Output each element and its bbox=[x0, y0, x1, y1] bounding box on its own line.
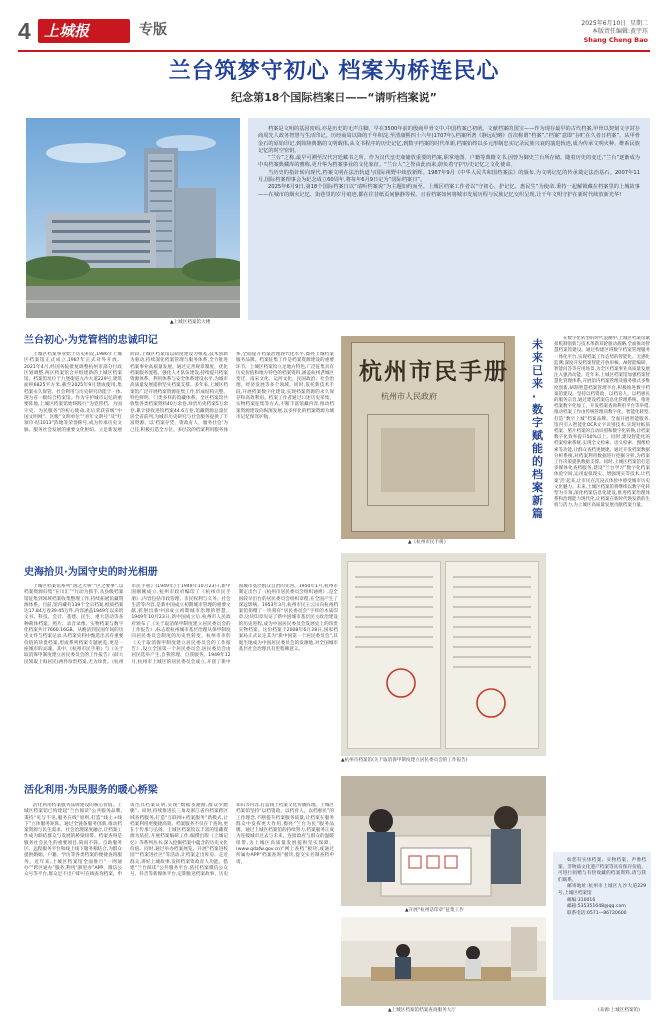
section-4-text: 在数字化转型的时代浪潮中,上城区档案馆紧扣机制创新与技术革新双轮驱动战略,全面推动智慧档案馆建设。通过构建区域数字档案管理服务一体化平台,实现档案工作态势的智能化、无感化监测;深度开发档案智能开放审核、AI智能编研、智能问答等应用场景,为全区档案事业高质量发展注入强劲动能。近年来,上城区档案馆加强档案智慧化管理体系,开展馆内档案管理及服务模式多维度创新,研制智慧档案管理平台,积极推进数字档案馆建设。坚持以档资政、以档育人、以档惠民的服务宗旨,通过建设档案信息化管理系统、推进档案数字化加工、开发档案查询利用平台等举措,推动档案工作由传统管理向数字化、智能化转型,打造“数字上城”档案品牌。全面开展智能服务,馆内引入智能化OCR文字识别技术,实现对纸质档案、照片档案的自动识别和数字化转换,让档案数字化效率提升50%以上。同时,建设智能化的档案检索系统,实现全文检索、语义检索、图像检索等功能,让群众查档更便捷。通过开发档案数据分析系统,对档案利用数据进行挖掘分析,为档案工作决策提供数据支撑。同时,上城区档案馆打造多媒体化查档服务,建设“兰台学习”数字化档案体验空间,运用虚拟现实、增强现实等技术,让档案‘活’起来,让市民在沉浸式体验中感受城市历史文化魅力。未来,上城区档案馆将继续以数字化转型为引领,深化档案信息化建设,推进档案治理体系和治理能力现代化,让档案在新时代焕发新的生机与活力,为上城区高质量发展贡献档案力量。 bbox=[554, 336, 650, 509]
section-2-body bbox=[24, 584, 338, 776]
headline: 兰台筑梦守初心 档案为桥连民心 bbox=[168, 59, 500, 84]
issue-info bbox=[581, 20, 648, 44]
section-title-1: 兰台初心·为党管档的忠诚印记 bbox=[24, 335, 158, 346]
archive-building-photo bbox=[26, 118, 240, 318]
paper-pinyin: Shang Cheng Bao bbox=[583, 36, 648, 44]
service-hall-image bbox=[341, 917, 546, 1006]
caption-service: ▲上城区档案馆档案查询服务大厅 bbox=[388, 1008, 456, 1013]
book-subtitle: 杭州市人民政府 bbox=[381, 392, 437, 401]
service-hall-photo bbox=[341, 917, 546, 1006]
seal-collection-photo bbox=[341, 776, 546, 906]
intro-paragraph: 2025年6月9日,第18个国际档案日以“请听档案说”为主题如约而至。上城区档案工作者以“守初心、护记忆、惠民生”为使命,秉持一起解锁藏在档案里的上城故事——在城市的烟火记忆、街巷里的岁月痕迹,都在往昔纸页间静静等候。且看档案如何将城市发展历程与民族记忆交织呈现,让千年文明守护在新时代续放新光华! bbox=[258, 184, 640, 198]
page-number: 4 bbox=[18, 18, 31, 44]
caption-building: ▲上城区档案馆大楼 bbox=[170, 320, 211, 325]
building-image bbox=[26, 118, 240, 318]
section-1-body bbox=[24, 352, 334, 544]
intro-paragraph: 档案是文明的基因密码,亦是历史的无声注脚。早在3500年前的殷商甲骨文中,中国档案已初萌。文献档案的国宝——作为现存最早的古代档案,甲骨以契刻文字封存商周先人政务智慧与生活印记。历经商周以降的千年积淀,至清康熙四十六年(1707年),档案所著《静远纪略》首次称谓“档案”,“档案”意即“存贮在久者日档案”。从甲骨金石的原始印记,到简牍典籍的文明载体,从文书程序的历史记忆,到数字档案的时代革新,档案始终以多元形制忠实记录民族兴衰的演进轨迹,成为传承文明火种、维系民族记忆的时空密钥。 bbox=[258, 126, 640, 154]
section-2-text: 上城区档案馆系列“国之大事”“区之要事”,以档案资源归集“在川汇”“行动为抓手,从县级档案馆征集到领域档案收集整理工作,持续拓展馆藏资源体系。目前,馆内藏有139个全宗档案,纸质档案达17.84万卷39.45万件,内容涵盖1949年以来的文书、科技、会计、基建、民生、重大活动等多种载体档案。照片、录音录像、实物档案与数字化档案共计7660.16GB。从晚清到民国年间的历史文件与档案记录,从档案史料中甄选出具有重要价值的珍贵档案,形成系列档案专题展览,更是一座城市的灵魂。其中,《杭州市民手册》与《关于取消保甲制度建立居民委员会的工作报告》(薛大民领取上海居民)两件珍贵档案,尤为珍贵。《杭州市民手册》(1949年)于1949年10月23日,新中国刚刚成立,杭州市政府编印了《杭州市民手册》,内容包括市政管理、市民权利与义务、社会生活等内容,是新中国成立初期城市管理的重要文献,折射出新中国成立初期城市治理的智慧。1949年10月23日,新中国成立后,杭州市人民政府颁布了《关于取消保甲制度建立居民委员会的工作报告》,标志着杭州城市基层治理从保甲制度向居民委员会制度的历史性转变。杭州市市的《关于取消保甲制度建立居民委员会的工作报告》,设立全国第一个居民委员会,居民委员会由居民选举产生,自我管理、自我服务。1949年12月,杭州市上城区的居民委员会成立,开创了新中国城市基层群众自治的先河。1950年1月,杭州市制定出台了《杭州市居民委员会组织通则》,是全国较早出台的居民委员会组织章程,在全国产生了深远影响。1953年3月,杭州市民王云川向杭州档案馆捐赠了一块刻有“居民委员会”字样的木质印章,这块印章见证了新中国城市基层民主政治建设的历史进程,成为中国居民委员会发展史上的珍贵实物档案。这份档案于2008年6月28日,国家档案局正式认定其为“新中国第一个居民委员会”,其诞生地成为中国居民委员会的发源地,对全国城市基层社会治理具有里程碑意义。 bbox=[24, 584, 338, 665]
document-lines bbox=[341, 553, 546, 756]
section-label: 专版 bbox=[139, 22, 167, 38]
editor-name: 黄宇珏 bbox=[629, 28, 648, 35]
section-title-3: 活化利用·为民服务的暖心桥梁 bbox=[24, 785, 158, 796]
intro-paragraph: 当历史的指针转向现代,档案文明在法治轨道与国际视野中续放新辉。1987年9月《中华人民共和国档案法》的颁布,为文明记忆的传承奠定法治基石。2007年11月,国际档案理事会为纪念成立60周年,将每年6月9日定为“国际档案日”。 bbox=[258, 169, 640, 184]
citizen-handbook-photo bbox=[341, 336, 515, 539]
masthead bbox=[18, 14, 650, 50]
paper-logo bbox=[38, 19, 130, 43]
section-title-2: 史海拾贝·为国守史的时光相册 bbox=[24, 567, 158, 578]
info-email: 邮箱:535351648@qq.com bbox=[567, 904, 626, 910]
info-intro: 如您有实体档案、实物档案、声像档案、非物质文化遗产档案等具有保存价值、可进行捐赠与有偿收藏的档案资料,请与我们联系。 bbox=[558, 858, 646, 883]
masthead-rule bbox=[18, 50, 650, 52]
caption-bureau: ▲杭州市档案馆(关于取消保甲制度建立居民委员会的工作报告) bbox=[341, 758, 468, 763]
paper-name: 上城报 bbox=[44, 22, 90, 40]
bureau-document-photo bbox=[341, 553, 546, 756]
subheadline: 纪念第18个国际档案日——“请听档案说” bbox=[231, 91, 437, 104]
issue-weekday: 星期二 bbox=[629, 20, 648, 27]
section-3-body bbox=[24, 803, 334, 1008]
seal-collection-image bbox=[341, 776, 546, 906]
contact-info-box bbox=[553, 852, 651, 1000]
intro-paragraph: “兰台”之称,最早可溯至汉代宫廷藏书之所。作为汉代皇史宬储放重要的档案,职掌地图、户籍等典籍文书,因曾为御史兰台所存储。随着历史的变迁,“兰台”逐渐成为中央档案典藏库的雅称,更升华为档案事业的文化象征。“兰台人”之誉由此而来,蔚负着守护历史记忆之文化使命。 bbox=[258, 155, 640, 169]
section-title-4: 未来已来·数字赋能的档案新篇 bbox=[532, 338, 543, 520]
section-4-body bbox=[554, 336, 650, 841]
info-phone: 联系电话:0571—86720600 bbox=[567, 910, 627, 916]
caption-handbook: ▲《杭州市民手册》 bbox=[408, 540, 449, 545]
issue-date: 2025年6月10日 bbox=[581, 20, 627, 27]
section-1-text: 上城区档案事业始于历史积淀,1986年上城区档案馆正式成立,1987年正式对外开放。2021年4月,经国务院批复调整杭州市部分行政区划调整,两区档案馆合并组建新的上城区档案馆。档案馆址位于九堡街道九沙大道229号,建筑面积6825平方米,截至2025年9月建成使用,集档案永久保管、社会利用与历史研究功能于一体,现为省一级综合档案馆。作为守护城市记忆的重要阵地,上城区档案馆始终践行“为党管档、为国守史、为民服务”的初心使命,先后荣获省级“中国文明网”、区级“文明单位”“青年文明号”及“红领巾·结1013”阵地等荣誉称号,成为传承历史文脉、服务社会发展的重要文化枢纽。立足新发展阶段,上城区档案馆以制度建设为根基,技术创新为驱动,持续深化档案管理与服务体系,全力推进档案事业高质量发展。通过完善规章制度、优化档案服务流程、强化人才队伍建设,持续提升档案资源体系、利用体系与安全体系建设水平,为城市高质量发展提供坚实档案支撑。多年来,上城区档案馆广泛开展档案资源征集工作,形成结构完整、特色鲜明、门类多样的馆藏体系。全区档案馆共收集各类档案资料40万余卷,珍贵历史档案5万余卷,累计接收进馆档案44.6万卷,馆藏资源总量位居全省前列,为城市历史研究与社会服务提供了丰富资源。以‘档案存凭、资政育人、服务社会’为己任,积极打造全方位、多层次的档案利用服务体系,全面提升档案治理现代化水平,擦亮上城档案服务品牌。档案征集工作是档案资源建设的重要环节。上城区档案馆立足地方特色,广泛征集具有历史价值和地方特色的档案资料,涵盖杭州老城区变迁、南宋文化、运河文化、民国政治、社会治理、经济发展等多个领域。同时,依托新技术手段,开展档案数字化建设,实现档案资源的永久保存和高效利用。档案工作者通过口述历史采集、实物档案征集等方式,不断丰富馆藏内容,推动档案资源建设向纵深发展,以多样化的档案资源为城市记忆保驾护航。 bbox=[24, 352, 334, 433]
caption-seal: ▲开展“杭州话印章”征集工作 bbox=[405, 908, 464, 913]
book-title: 杭州市民手册 bbox=[359, 358, 509, 385]
info-postcode: 邮编:310016 bbox=[567, 897, 596, 903]
info-address: 邮寄地址:杭州市上城区九沙大道229号,上城区档案馆 bbox=[558, 884, 646, 896]
section-3-text: 活化利用档案服务品牌建设的核心价值。上城区档案馆已构建起“兰台阅读”公共服务品牌,秉持“见与不见,服务在线”原则,打造“线上+线下”立体服务矩阵。通过全链条服务创新,推动档案资源与民生需求、社会治理深度融合,让档案工作成为联结群众与发展的桥梁纽带。档案查询是服务社会民生的重要项目,简而不简。自助服务区、远程服务平台和线上线下服务相结合,为群众提供婚姻、户籍、学历等各类档案的便捷查询服务。近年来,上城区档案馆全面推行“一网通办”“跨区通办”服务,利用“浙里办”APP、微信公众号等平台,群众足不出户即可在线查询档案、申请出具档案证明,实现“数据多跑路,群众少跑腿”。同时,持续推进长三角及浙江省内档案跨区域查档服务,打造“互联网+档案服务”新模式,让档案利用更便捷高效。档案服务不仅在于查询,更在于传承与弘扬。上城区档案馆以丰富的馆藏资源为依托,开展档案编研工作,编撰出版《上城记忆》等系列丛书,深入挖掘档案中蕴含的历史文化价值。同时,通过举办档案展览、开展“档案进校园”“档案进社区”等活动,让档案走出库房、走近群众,讲好上城故事,发挥档案资政育人功能。搭建“兰台阅读”公共服务平台,依托档案微信公众号、抖音等新媒体平台,定期推送档案故事、历史知识等内容,打造线上档案文化传播阵地。上城区档案馆坚持“以档资政、以档育人、以档惠民”的工作理念,不断提升档案服务质量,让档案在服务群众中发挥更大作用,擦亮“兰台为民”服务品牌。通过上城区档案馆的持续努力,档案服务正成为连接城市过去与未来、连接政府与群众的温暖纽带,为上城区高质量发展提供坚实保障。(www.qdafw.gov.cn)“网上查档”板块,或通过所属办APP“档案查询”板块,提交实名制查档申请。 bbox=[24, 803, 334, 878]
editor-label: 本版责任编辑: bbox=[591, 28, 630, 35]
caption-source: (来源:上城区档案馆) bbox=[598, 1008, 640, 1013]
intro-box bbox=[248, 118, 650, 320]
